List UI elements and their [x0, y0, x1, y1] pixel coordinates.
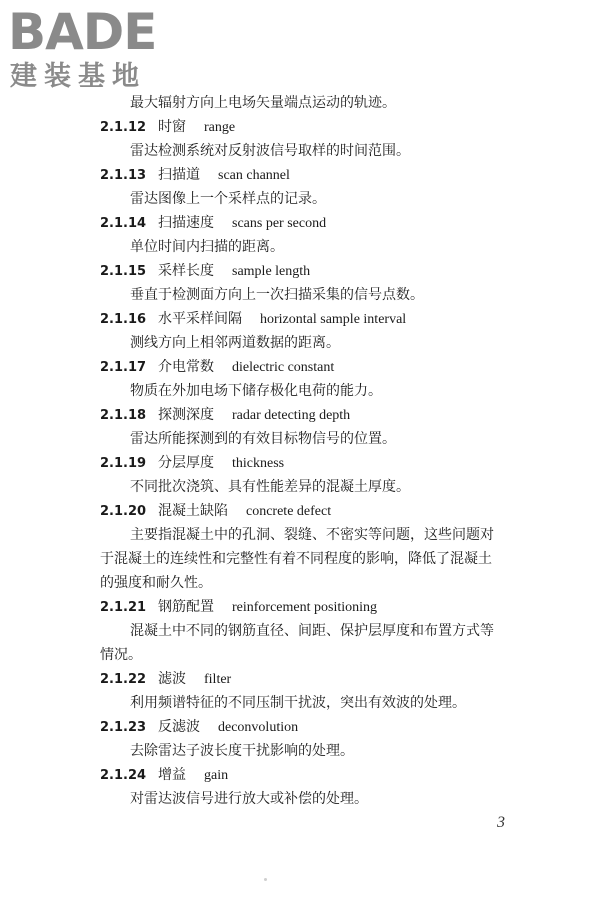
- term-entry: [100, 717, 298, 738]
- definition-text: 单位时间内扫描的距离。: [130, 239, 284, 255]
- logo-wordmark: BADE: [8, 3, 157, 61]
- definition-continuation: 情况。: [100, 647, 142, 663]
- term-number: 2.1.19: [100, 456, 147, 471]
- definition-text: 对雷达波信号进行放大或补偿的处理。: [130, 791, 368, 807]
- term-english: radar detecting depth: [232, 408, 351, 423]
- term-english: filter: [204, 672, 232, 687]
- term-chinese: 滤波: [158, 671, 186, 687]
- term-entry: [100, 597, 377, 618]
- term-entry: [100, 357, 334, 378]
- term-english: horizontal sample interval: [260, 312, 407, 327]
- term-chinese: 钢筋配置: [158, 599, 214, 615]
- definition-text: 测线方向上相邻两道数据的距离。: [130, 335, 340, 351]
- term-number: 2.1.14: [100, 216, 147, 231]
- term-number: 2.1.17: [100, 360, 147, 375]
- term-number: 2.1.18: [100, 408, 147, 423]
- term-entry: [100, 213, 326, 234]
- definition-text: 雷达检测系统对反射波信号取样的时间范围。: [130, 143, 410, 159]
- term-chinese: 扫描道: [158, 167, 200, 183]
- definition-text: 垂直于检测面方向上一次扫描采集的信号点数。: [130, 287, 424, 303]
- term-chinese: 探测深度: [158, 407, 214, 423]
- term-chinese: 采样长度: [158, 263, 214, 279]
- term-entry: [100, 309, 406, 330]
- term-number: 2.1.15: [100, 264, 147, 279]
- definition-text: 利用频谱特征的不同压制干扰波，突出有效波的处理。: [130, 695, 466, 711]
- term-chinese: 时窗: [158, 119, 186, 135]
- term-number: 2.1.12: [100, 120, 147, 135]
- page-number: 3: [497, 814, 505, 831]
- term-entry: [100, 261, 310, 282]
- term-english: scans per second: [232, 216, 327, 231]
- logo-subtitle: 建装基地: [10, 61, 146, 92]
- definition-text: 物质在外加电场下储存极化电荷的能力。: [130, 383, 382, 399]
- term-english: concrete defect: [246, 504, 332, 519]
- term-english: reinforcement positioning: [232, 600, 378, 615]
- term-number: 2.1.21: [100, 600, 147, 615]
- definition-text: 主要指混凝土中的孔洞、裂缝、不密实等问题，这些问题对: [130, 527, 494, 543]
- term-english: sample length: [232, 264, 311, 279]
- term-chinese: 扫描速度: [158, 215, 214, 231]
- term-chinese: 混凝土缺陷: [158, 503, 228, 519]
- term-english: dielectric constant: [232, 360, 335, 375]
- term-english: scan channel: [218, 168, 290, 183]
- term-english: deconvolution: [218, 720, 299, 735]
- term-chinese: 介电常数: [158, 359, 214, 375]
- term-number: 2.1.20: [100, 504, 147, 519]
- term-entry: [100, 669, 231, 690]
- scan-speck: [264, 878, 267, 881]
- term-number: 2.1.13: [100, 168, 147, 183]
- definition-text: 雷达所能探测到的有效目标物信号的位置。: [130, 431, 396, 447]
- term-number: 2.1.22: [100, 672, 147, 687]
- definition-text: 去除雷达子波长度干扰影响的处理。: [130, 743, 354, 759]
- term-entry: [100, 453, 284, 474]
- definition-continuation: 于混凝土的连续性和完整性有着不同程度的影响，降低了混凝土: [100, 551, 492, 567]
- term-chinese: 水平采样间隔: [158, 311, 242, 327]
- definition-text: 雷达图像上一个采样点的记录。: [130, 191, 326, 207]
- term-english: thickness: [232, 456, 285, 471]
- term-entry: [100, 501, 331, 522]
- term-chinese: 反滤波: [158, 719, 200, 735]
- term-chinese: 增益: [158, 767, 186, 783]
- term-english: range: [204, 120, 236, 135]
- term-number: 2.1.16: [100, 312, 147, 327]
- term-entry: [100, 405, 350, 426]
- definition-text: 最大辐射方向上电场矢量端点运动的轨迹。: [130, 95, 396, 111]
- term-english: gain: [204, 768, 229, 783]
- term-number: 2.1.24: [100, 768, 147, 783]
- term-entry: [100, 765, 228, 786]
- definition-text: 不同批次浇筑、具有性能差异的混凝土厚度。: [130, 479, 410, 495]
- definition-text: 混凝土中不同的钢筋直径、间距、保护层厚度和布置方式等: [130, 623, 494, 639]
- term-entry: [100, 117, 235, 138]
- term-chinese: 分层厚度: [158, 455, 214, 471]
- term-number: 2.1.23: [100, 720, 147, 735]
- definition-continuation: 的强度和耐久性。: [100, 575, 212, 591]
- term-entry: [100, 165, 290, 186]
